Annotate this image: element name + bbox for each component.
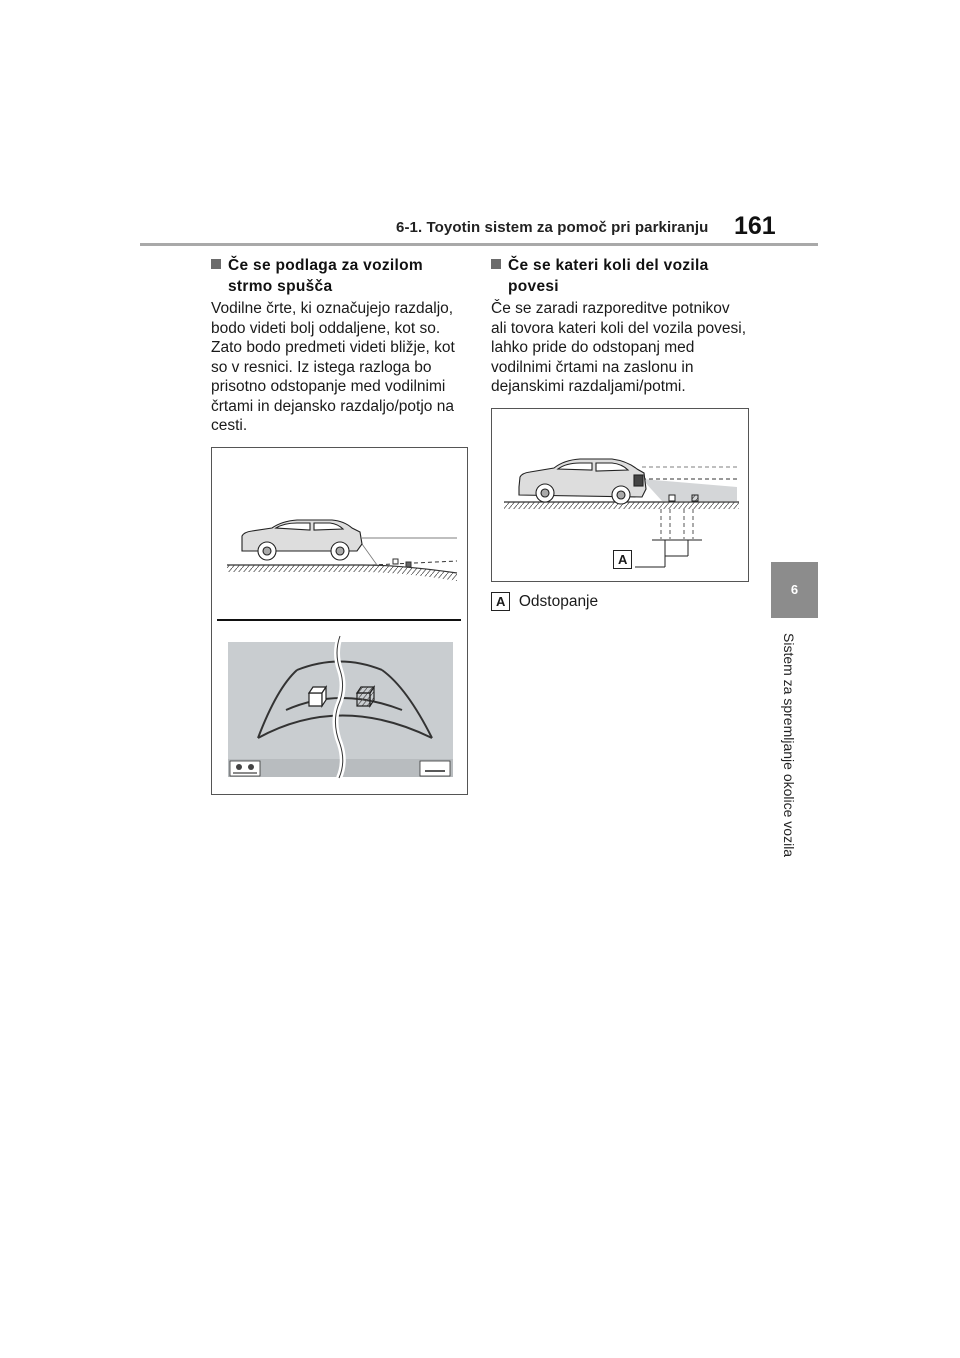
- chapter-tab: [771, 562, 818, 618]
- header-divider: [140, 243, 818, 246]
- bullet-square-icon: [211, 259, 221, 269]
- right-heading: Če se kateri koli del vozila povesi: [491, 255, 741, 297]
- section-title: 6-1. Toyotin sistem za pomoč pri parkiranju: [396, 219, 709, 236]
- guide-toggle-icon: [420, 761, 450, 776]
- car-side-icon: [242, 520, 362, 560]
- car-side-icon: [519, 459, 646, 504]
- legend-text: Odstopanje: [518, 593, 599, 610]
- camera-view-screen: [228, 636, 453, 778]
- camera-switch-icon: [230, 761, 260, 776]
- hatched-box-icon: [357, 687, 374, 706]
- bullet-square-icon: [491, 259, 501, 269]
- left-paragraph: Vodilne črte, ki označujejo razdaljo, bodo videti bolj oddaljene, kot so. Zato bodo predmeti videti bližje, kot so v resnici. Iz istega razloga bo prisotno odstopanje med vodilnimi črtami in dejansko razdaljo/potjo na cesti.: [211, 300, 455, 434]
- chapter-side-label: [781, 633, 803, 881]
- marker-near-icon: [393, 559, 398, 564]
- right-paragraph: Če se zaradi razporeditve potnikov ali tovora kateri koli del vozila povesi, lahko pride do odstopanj med vodilnimi črtami na zaslonu in dejanskimi razdaljami/potmi.: [491, 300, 747, 395]
- marker-far-icon: [406, 562, 411, 567]
- callout-label: A: [613, 550, 632, 569]
- chapter-title: Sistem za spremljanje okolice vozila: [781, 633, 797, 858]
- page-number: 161: [734, 212, 776, 240]
- side-view-diagram: [227, 520, 457, 581]
- box-object-icon: [309, 687, 326, 706]
- left-heading: Če se podlaga za vozilom strmo spušča: [211, 255, 461, 297]
- legend-item: [491, 592, 598, 612]
- slope-illustration: [211, 447, 468, 795]
- chapter-number: 6: [790, 582, 799, 597]
- legend-label: A: [491, 592, 510, 611]
- sag-illustration: [491, 408, 749, 582]
